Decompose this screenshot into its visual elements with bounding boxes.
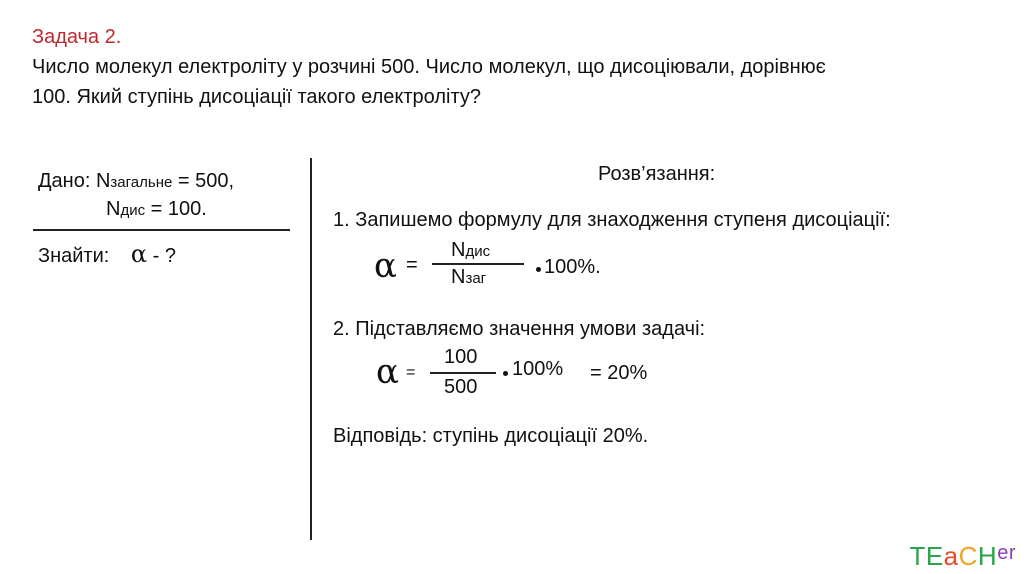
- formula2-numerator: 100: [444, 346, 478, 368]
- formula2-fraction-bar: [430, 372, 496, 374]
- n-total-subscript: загальне: [110, 174, 173, 191]
- formula2-multiply-dot: [503, 371, 508, 376]
- teacher-logo: TEaCH$^{er}$: [909, 541, 1016, 571]
- find-line: [38, 240, 176, 268]
- formula1-den-symbol: N: [451, 266, 466, 288]
- solution-heading: Розв’язання:: [598, 163, 716, 185]
- formula1-numerator: [451, 239, 490, 262]
- step1-text: 1. Запишемо формулу для знаходження ступеня дисоціації:: [333, 209, 891, 231]
- formula2-equals: =: [406, 364, 416, 381]
- given-line1: [38, 170, 234, 193]
- answer-text: Відповідь: ступінь дисоціації 20%.: [333, 425, 649, 447]
- given-line2: [106, 198, 207, 221]
- formula1-equals: =: [406, 254, 418, 276]
- formula1-denominator: [451, 266, 486, 289]
- find-alpha: α: [130, 240, 148, 268]
- formula1-den-subscript: заг: [465, 270, 487, 287]
- formula1-num-subscript: дис: [465, 243, 491, 260]
- formula2-percent: 100%: [512, 358, 564, 380]
- n-dis-subscript: дис: [120, 202, 146, 219]
- task-title: Задача 2.: [32, 26, 122, 48]
- n-total-symbol: N: [95, 170, 111, 192]
- n-dis-symbol: N: [106, 198, 121, 220]
- find-question: - ?: [152, 245, 176, 267]
- given-divider: [33, 229, 290, 231]
- formula1-multiply-dot: [536, 267, 541, 272]
- formula1-percent: 100%.: [544, 256, 601, 278]
- find-label: Знайти:: [38, 245, 110, 267]
- formula1-alpha: α: [374, 246, 397, 286]
- vertical-divider: [310, 158, 312, 540]
- task-text-line2: 100. Який ступінь дисоціації такого електроліту?: [32, 86, 481, 108]
- formula2-alpha: α: [376, 352, 399, 392]
- n-total-value: = 500,: [177, 170, 235, 192]
- formula2-result: = 20%: [590, 362, 648, 384]
- step2-text: 2. Підставляємо значення умови задачі:: [333, 318, 706, 340]
- formula1-num-symbol: N: [451, 239, 466, 261]
- given-label: Дано:: [38, 170, 91, 192]
- n-dis-value: = 100.: [150, 198, 207, 220]
- task-text-line1: Число молекул електроліту у розчині 500. Число молекул, що дисоціювали, дорівнює: [32, 56, 826, 78]
- formula1-fraction-bar: [432, 263, 524, 265]
- formula2-denominator: 500: [444, 376, 478, 398]
